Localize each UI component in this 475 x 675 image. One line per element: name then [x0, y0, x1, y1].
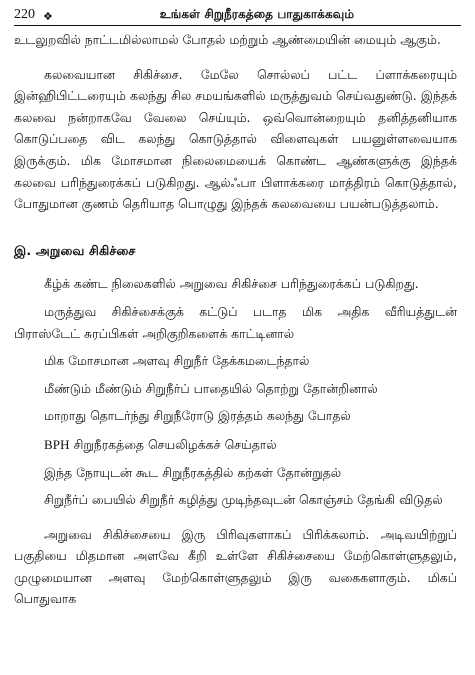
indication-item — [14, 434, 457, 457]
page-header — [14, 4, 461, 26]
paragraph-residual-urine: சிறுநீர்ப் பையில் சிறுநீர் கழித்து முடிந்தவுடன் கொஞ்சம் தேங்கி விடுதல் — [44, 493, 443, 508]
paragraph-indication-uncontrolled: மருத்துவ சிகிச்சைக்குக் கட்டுப் படாத மிக அதிக வீரியத்துடன் பிராஸ்டேட் சுரப்பிகள் அறிகுறிகளைக் காட்டினால் — [14, 304, 457, 341]
indication-item: மீண்டும் மீண்டும் சிறுநீர்ப் பாதையில் தொற்று தோன்றினால் — [44, 381, 378, 396]
paragraph-surgery-intro: கீழ்க் கண்ட நிலைகளில் அறுவை சிகிச்சை பரிந்துரைக்கப் படுகிறது. — [44, 277, 419, 292]
page-body — [14, 30, 457, 611]
paragraph-combination-therapy: கலவையான சிகிச்சை. மேலே சொல்லப் பட்ட ப்ளாக்கரையும் இன்ஹிபிட்டரையும் கலந்து சில சமயங்களில் மருத்துவம் செய்வதுண்டு. இந்தக் கலவை நன்றாகவே வேலை செய்யும். ஒவ்வொன்றையும் தனித்தனியாக கொடுப்பதை விட கலந்து கொடுத்தால் விளைவுகள் பயனுள்ளவையாக இருக்கும். மிக மோசமான நிலைமையைக் கொண்ட ஆண்களுக்கு இந்தக் கலவை பரிந்துரைக்கப் படுகிறது. ஆல்ஃபா பிளாக்கரை மாத்திரம் கொடுத்தால், போதுமான குணம் தெரியாத பொழுது இந்தக் கலவையை பயன்படுத்தலாம். — [14, 67, 457, 212]
section-heading: இ. அறுவை சிகிச்சை — [14, 242, 136, 258]
indication-item: இந்த நோயுடன் கூட சிறுநீரகத்தில் கற்கள் தோன்றுதல் — [44, 465, 342, 480]
paragraph-continuation: உடலுறவில் நாட்டமில்லாமல் போதல் மற்றும் ஆண்மையின் மையும் ஆகும். — [14, 33, 441, 47]
running-title: உங்கள் சிறுநீரகத்தை பாதுகாக்கவும் — [159, 7, 355, 21]
bph-abbreviation: BPH — [44, 436, 70, 452]
paragraph-surgery-types: அறுவை சிகிச்சையை இரு பிரிவுகளாகப் பிரிக்கலாம். அடிவயிற்றுப் பகுதியை மிதமான அளவே கீறி உள்ளே சிகிச்சையை மேற்கொள்ளுதலும், முழுமையான அளவு மேற்கொள்ளுதலும் இரு வகைகளாகும். மிகப் பொதுவாக — [14, 527, 457, 607]
indication-item: மாறாது தொடர்ந்து சிறுநீரோடு இரத்தம் கலந்து போதல் — [44, 409, 351, 424]
page-number: 220 — [14, 7, 35, 22]
indication-text: சிறுநீரகத்தை செயலிழக்கச் செய்தால் — [69, 437, 277, 452]
diamond-ornament-icon: ❖ — [43, 10, 53, 23]
indication-item: மிக மோசமான அளவு சிறுநீர் தேக்கமடைந்தால் — [44, 354, 310, 369]
